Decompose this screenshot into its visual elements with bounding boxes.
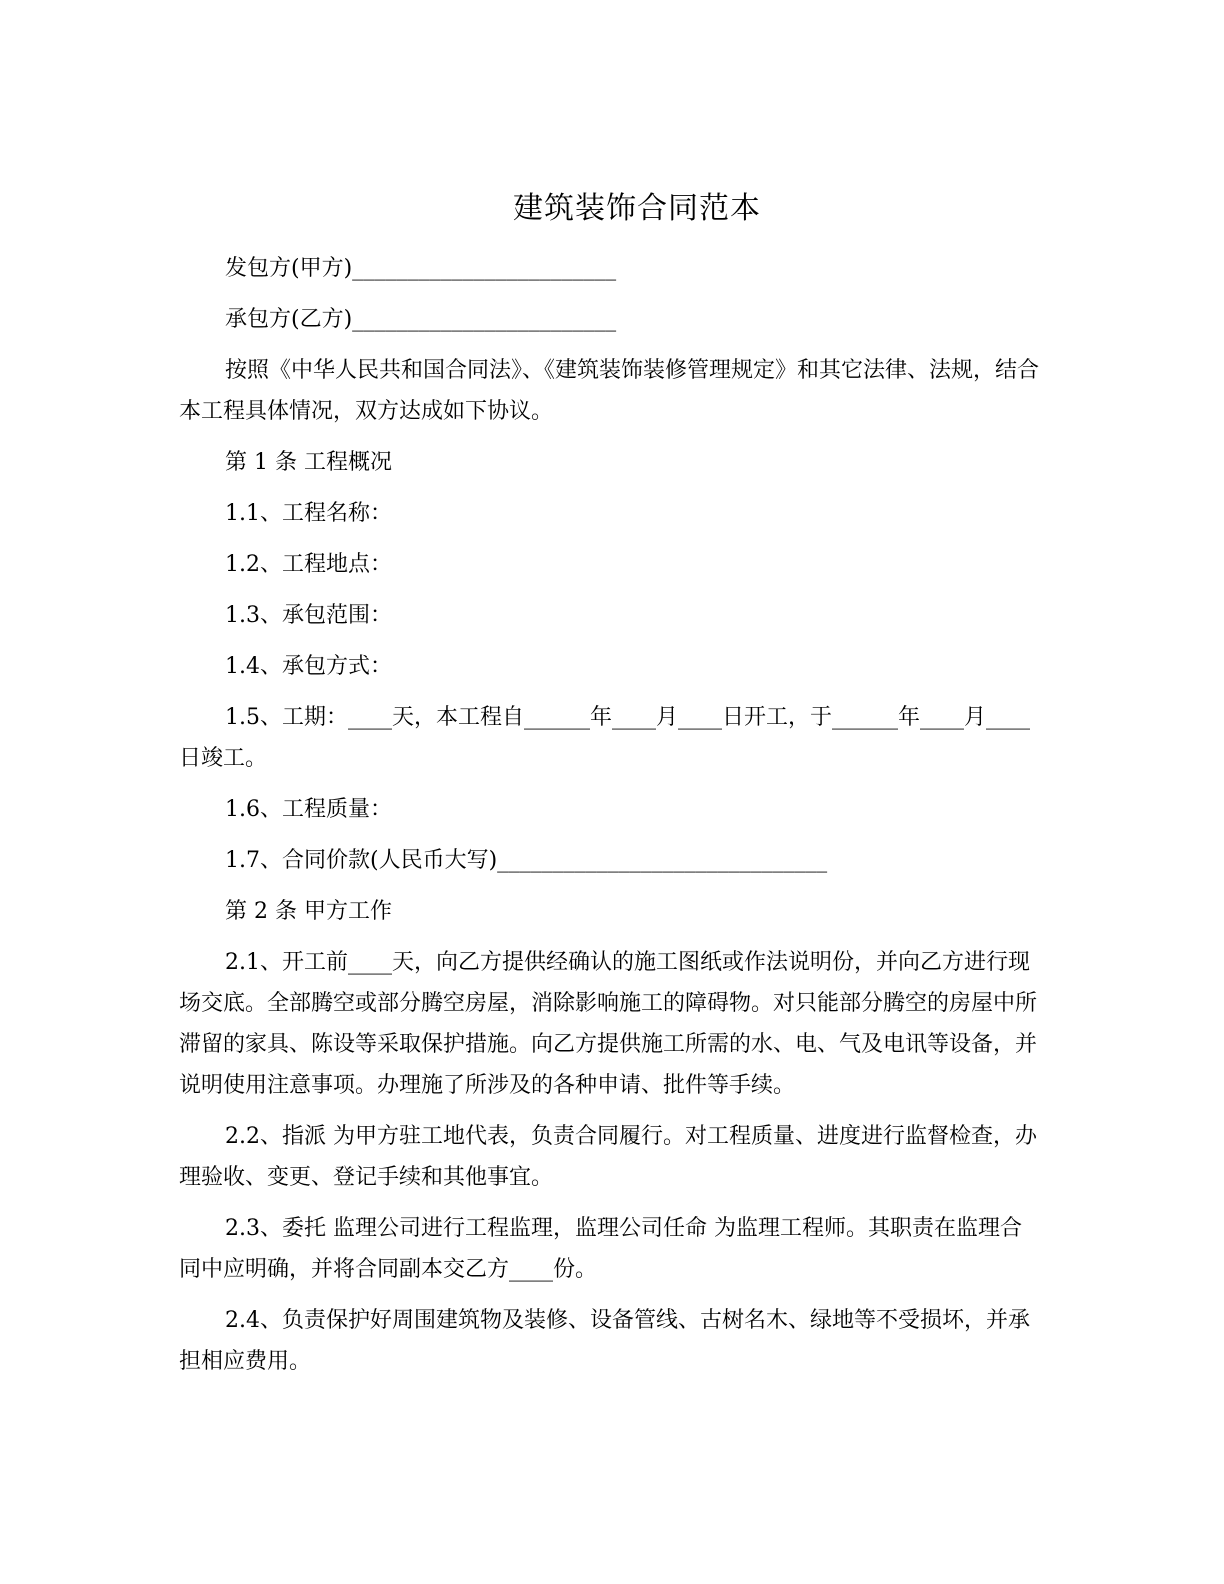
clause-1-5: 1.5、工期：____天，本工程自______年____月____日开工，于______年____月____日竣工。 bbox=[179, 705, 1030, 771]
document-title: 建筑装饰合同范本 bbox=[513, 191, 761, 226]
clause-1-1: 1.1、工程名称： bbox=[225, 501, 392, 526]
party-b-line: 承包方(乙方)________________________ bbox=[225, 307, 617, 332]
preamble-paragraph: 按照《中华人民共和国合同法》、《建筑装饰装修管理规定》和其它法律、法规，结合本工程具体情况，双方达成如下协议。 bbox=[179, 358, 1040, 424]
article-1-heading: 第 1 条 工程概况 bbox=[225, 450, 392, 475]
party-a-line: 发包方(甲方)________________________ bbox=[225, 256, 617, 281]
clause-1-6: 1.6、工程质量： bbox=[225, 797, 392, 822]
clause-2-4: 2.4、负责保护好周围建筑物及装修、设备管线、古树名木、绿地等不受损坏，并承担相应费用。 bbox=[179, 1308, 1030, 1374]
clause-2-3: 2.3、委托 监理公司进行工程监理，监理公司任命 为监理工程师。其职责在监理合同中应明确，并将合同副本交乙方____份。 bbox=[179, 1216, 1022, 1282]
clause-1-4: 1.4、承包方式： bbox=[225, 654, 392, 679]
article-2-heading: 第 2 条 甲方工作 bbox=[225, 899, 392, 924]
clause-2-1: 2.1、开工前____天，向乙方提供经确认的施工图纸或作法说明份，并向乙方进行现场交底。全部腾空或部分腾空房屋，消除影响施工的障碍物。对只能部分腾空的房屋中所滞留的家具、陈设等采取保护措施。向乙方提供施工所需的水、电、气及电讯等设备，并说明使用注意事项。办理施了所涉及的各种申请、批件等手续。 bbox=[179, 950, 1038, 1098]
clause-1-3: 1.3、承包范围： bbox=[225, 603, 392, 628]
clause-2-2: 2.2、指派 为甲方驻工地代表，负责合同履行。对工程质量、进度进行监督检查，办理验收、变更、登记手续和其他事宜。 bbox=[179, 1124, 1037, 1190]
document-body bbox=[179, 248, 1039, 1392]
clause-1-2: 1.2、工程地点： bbox=[225, 552, 392, 577]
clause-1-7: 1.7、合同价款(人民币大写)______________________________ bbox=[225, 848, 828, 873]
